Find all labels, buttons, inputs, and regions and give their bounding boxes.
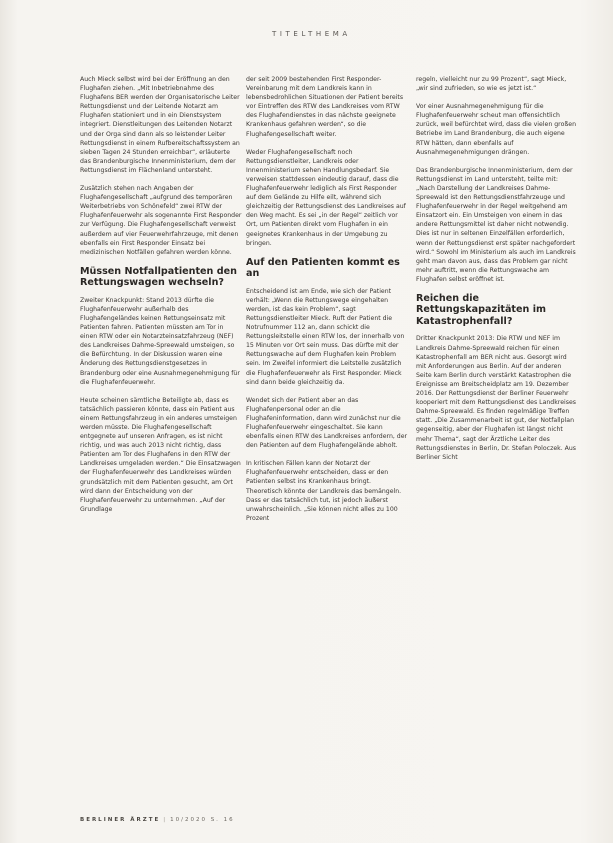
section-header: TITELTHEMA <box>272 30 351 38</box>
paragraph: Heute scheinen sämtliche Beteiligte ab, dass es tatsächlich passieren könnte, dass ein Patient aus einem Rettungsfahrzeug in ein anderes umsteigen werden müsste. Die Flughafengesellschaft entgegnete auf unseren Anfragen, es ist nicht richtig, und was auch 2013 nicht richtig, dass Patienten am Tor des Flughafens in den RTW der Landkreises umgeladen werden.“ Die Einsatzwagen der Flughafenfeuerwehr des Landkreises würden grundsätzlich mit dem Patienten gesucht, am Ort wird dann der Entscheidung von der Flughafenfeuerwehr zu unternehmen. „Auf der Grundlage <box>80 396 241 513</box>
footer-separator: | <box>163 817 168 823</box>
paragraph: Zusätzlich stehen nach Angaben der Flughafengesellschaft „aufgrund des temporären Weiterbetriebs von Schönefeld“ zwei RTW der Flughafenfeuerwehr als sogenannte First Responder zur Verfügung. Die Flughafengesellschaft verweist außerdem auf vier Feuerwehrfahrzeuge, mit denen ebenfalls ein First Responder Einsatz bei medizinischen Notfällen gefahren werden könne. <box>80 185 242 256</box>
subheading: Reichen die Rettungskapazitäten im Katastrophenfall? <box>416 292 546 327</box>
page-footer <box>80 817 235 823</box>
footer-magazine-name: BERLINER ÄRZTE <box>80 817 161 823</box>
text-column-2 <box>246 75 408 532</box>
footer-issue: 10/2020 S. 16 <box>170 817 235 823</box>
paragraph: Weder Flughafengesellschaft noch Rettungsdienstleiter, Landkreis oder Innenministerium sehen Handlungsbedarf. Sie verweisen stattdessen eindeutig darauf, dass die Flughafenfeuerwehr lediglich als First Responder auf dem Gelände zu Hilfe eilt, während sich gleichzeitig der Rettungsdienst des Landkreises auf den Weg macht. Es sei „in der Regel“ zeitlich vor Ort, um Patienten direkt vom Flughafen in ein geeignetes Krankenhaus in der Umgebung zu bringen. <box>246 148 406 247</box>
paragraph: In kritischen Fällen kann der Notarzt der Flughafenfeuerwehr entscheiden, dass er den Patienten selbst ins Krankenhaus bringt. Theoretisch könnte der Landkreis das bemängeln. Dass er das tatsächlich tut, ist jedoch äußerst unwahrscheinlich. „Sie können nicht alles zu 100 Prozent <box>246 460 402 522</box>
paragraph: Zweiter Knackpunkt: Stand 2013 dürfte die Flughafenfeuerwehr außerhalb des Flughafengeländes keinen Rettungseinsatz mit Patienten fahren. Patienten müssten am Tor in einen RTW oder ein Notarzteinsatzfahrzeug (NEF) des Landkreises Dahme-Spreewald umsteigen, so die Befürchtung. In der Diskussion waren eine Änderung des Rettungsdienstgesetzes in Brandenburg oder eine Ausnahmegenehmigung für die Flughafenfeuerwehr. <box>80 296 240 386</box>
paragraph: Dritter Knackpunkt 2013: Die RTW und NEF im Landkreis Dahme-Spreewald reichen für einen Katastrophenfall am BER nicht aus. Gesorgt wird mit Anforderungen aus Berlin. Auf der anderen Seite kam Berlin durch verstärkt Katastrophen die Ereignisse am Breitscheidplatz am 19. Dezember 2016. Der Rettungsdienst der Berliner Feuerwehr kooperiert mit dem Rettungsdienst des Landkreises Dahme-Spreewald. Es finden regelmäßige Treffen statt. „Die Zusammenarbeit ist gut, der Notfallplan gegenseitig, aber der Flughafen ist längst nicht mehr Thema“, sagt der Ärztliche Leiter des Rettungsdienstes in Berlin, Dr. Stefan Poloczek. Aus Berliner Sicht <box>416 335 577 461</box>
text-column-1 <box>80 75 242 523</box>
paragraph: Das Brandenburgische Innenministerium, dem der Rettungsdienst im Land untersteht, teilte mit: „Nach Darstellung der Landkreises Dahme-Spreewald ist den Rettungsdienstfahrzeuge und Flughafenfeuerwehr in der Regel weitgehend am Einsatzort ein. Ein Umsteigen von einem in das andere Rettungsmittel ist daher nicht notwendig. Dies ist nur in seltenen Einzelfällen erforderlich, wenn der Rettungsdienst erst später nachgefordert wird.“ Sowohl im Ministerium als auch im Landkreis geht man davon aus, dass das Problem gar nicht mehr auftritt, wenn die Rettungswache am Flughafen selbst eröffnet ist. <box>416 166 576 283</box>
paragraph: Vor einer Ausnahmegenehmigung für die Flughafenfeuerwehr scheut man offensichtlich zurück, weil befürchtet wird, dass die vielen großen Betriebe im Land Brandenburg, die auch eigene RTW hätten, dann ebenfalls auf Ausnahmegenehmigungen drängen. <box>416 103 576 156</box>
text-column-3 <box>416 75 578 471</box>
paragraph: Wendet sich der Patient aber an das Flughafenpersonal oder an die Flughafeninformation, dann wird zunächst nur die Flughafenfeuerwehr eingeschaltet. Sie kann ebenfalls einen RTW des Landkreises anfordern, der den Patienten auf dem Flughafengelände abholt. <box>246 396 408 450</box>
paragraph: regeln, vielleicht nur zu 99 Prozent“, sagt Mieck, „wir sind zufrieden, so wie es jetzt ist.“ <box>416 76 567 93</box>
paragraph: Entscheidend ist am Ende, wie sich der Patient verhält: „Wenn die Rettungswege eingehalten werden, ist das kein Problem“, sagt Rettungsdienstleiter Mieck. Ruft der Patient die Notrufnummer 112 an, dann schickt die Rettungsleitstelle einen RTW los, der innerhalb von 15 Minuten vor Ort sein muss. Das dürfte mit der Rettungswache auf dem Flughafen kein Problem sein. Im Zweifel informiert die Leitstelle zusätzlich die Flughafenfeuerwehr als First Responder. Mieck sind dann beide gleichzeitig da. <box>246 287 405 386</box>
paragraph: Auch Mieck selbst wird bei der Eröffnung an den Flughafen ziehen. „Mit Inbetriebnahme des Flughafens BER werden der Organisatorische Leiter Rettungsdienst und der Leitende Notarzt am Flughafen stationiert und in ein Dienstsystem integriert. Dienstleitungen des Leitenden Notarzt und der Orga sind dann als so leistender Leiter Rettungsdienst in einem Rufbereitschaftssystem an sieben Tagen 24 Stunden erreichbar“, erläuterte das Brandenburgische Innenministerium, dem der Rettungsdienst im Flächenland untersteht. <box>80 76 240 174</box>
subheading: Müssen Notfallpatienten den Rettungswagen wechseln? <box>80 265 237 289</box>
paragraph: der seit 2009 bestehenden First Responder-Vereinbarung mit dem Landkreis kann in lebensbedrohlichen Situationen der Patient bereits vor Eintreffen des RTW des Landkreises vom RTW des Flughafendienstes in das nächste geeignete Krankenhaus gefahren werden“, so die Flughafengesellschaft weiter. <box>246 76 404 138</box>
subheading: Auf den Patienten kommt es an <box>246 256 400 280</box>
